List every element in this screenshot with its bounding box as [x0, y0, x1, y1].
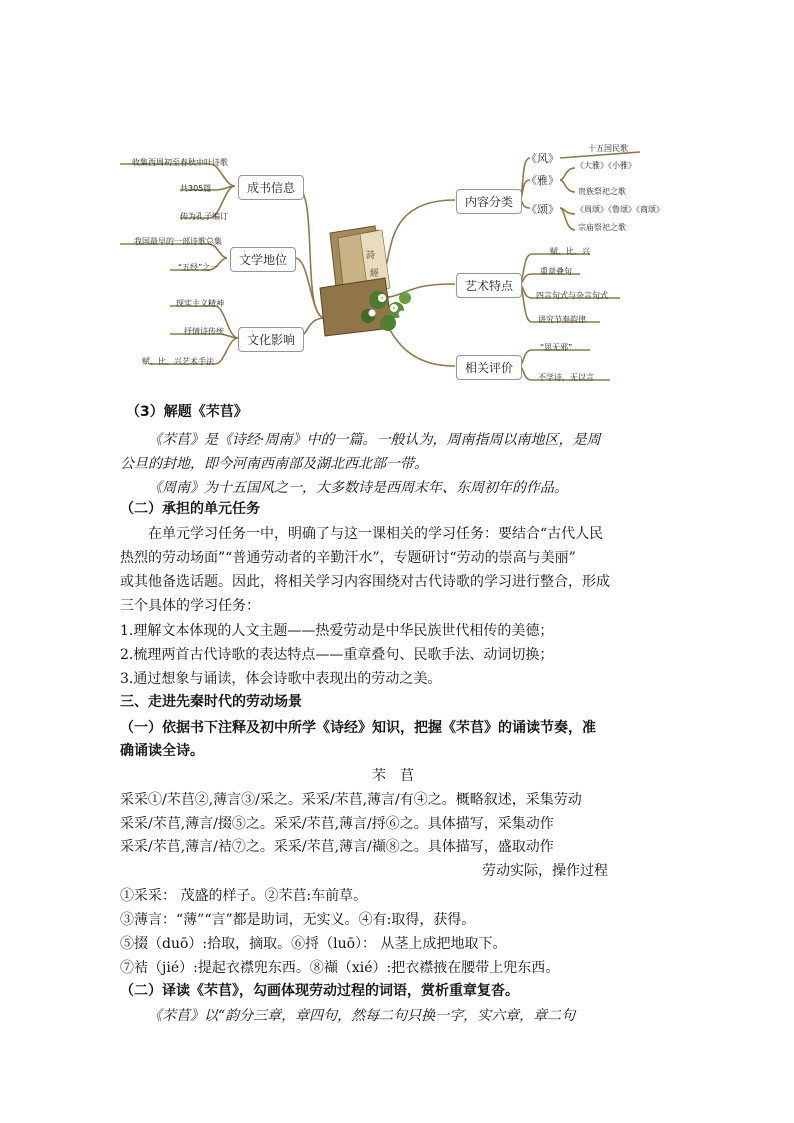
leaf-collection-period: 收集西周初至春秋中叶诗歌 [132, 158, 228, 167]
leaf-ya-detail: 贵族祭祀之歌 [578, 187, 626, 196]
sub-song: 《颂》 [526, 203, 559, 216]
heading-solution: （3）解题《芣苢》 [126, 404, 248, 420]
note-line: ⑦袺（jié）:提起衣襟兜东西。⑧襭（xié）:把衣襟掖在腰带上兜东西。 [120, 960, 560, 976]
node-book-info: 成书信息 [238, 175, 304, 200]
leaf-five-classics: “五经”之一 [178, 263, 219, 272]
sub-feng: 《风》 [526, 152, 559, 165]
paragraph-line: 《芣苢》是《诗经·周南》中的一篇。一般认为，周南指周以南地区，是周 [148, 432, 601, 448]
note-line: ③薄言：“薄”“言”都是助词，无实义。④有:取得，获得。 [120, 912, 476, 928]
svg-text:經: 經 [370, 269, 380, 279]
paragraph-line: 《周南》为十五国风之一，大多数诗是西周末年、东周初年的作品。 [148, 480, 568, 496]
heading-section-three: 三、走进先秦时代的劳动场景 [120, 694, 302, 710]
poem-line: 采采/芣苢,薄言/掇⑤之。采采/芣苢,薄言/捋⑥之。具体描写，采集动作 [120, 816, 554, 832]
connector-leaf [560, 168, 575, 180]
paragraph-line: 公旦的封地，即今河南西南部及湖北西北部一带。 [120, 456, 428, 472]
node-literary-status: 文学地位 [230, 247, 296, 272]
leaf-si-wu-xie: “思无邪” [540, 343, 573, 352]
node-cultural-influence: 文化影响 [238, 327, 304, 352]
connector-book-info [295, 186, 325, 318]
leaf-earliest-collection: 我国最早的一部诗歌总集 [134, 237, 222, 246]
heading-recitation: （一）依据书下注释及初中所学《诗经》知识，把握《芣苢》的诵读节奏，准 [120, 720, 596, 736]
paragraph-line: 在单元学习任务一中，明确了与这一课相关的学习任务：要结合“古代人民 [148, 526, 604, 542]
heading-unit-task: （二）承担的单元任务 [120, 501, 260, 517]
node-evaluation: 相关评价 [456, 355, 522, 380]
poetry-mind-map [120, 138, 680, 388]
paragraph-line: 三个具体的学习任务： [120, 598, 260, 614]
leaf-poem-count: 共305篇 [180, 184, 212, 193]
poem-annotation: 劳动实际，操作过程 [482, 863, 608, 879]
task-item: 3.通过想象与诵读，体会诗歌中表现出的劳动之美。 [120, 671, 442, 687]
node-content-classification: 内容分类 [456, 189, 522, 214]
paragraph-line: 或其他备选话题。因此，将相关学习内容围绕对古代诗歌的学习进行整合，形成 [120, 574, 610, 590]
leaf-song-sub: 《周颂》《鲁颂》《商颂》 [576, 205, 664, 214]
leaf-fu-bi-xing: 赋、比、兴 [550, 247, 590, 256]
heading-translation: （二）译读《芣苢》，勾画体现劳动过程的词语，赏析重章复沓。 [120, 983, 519, 999]
leaf-repetition: 重章叠句 [540, 267, 572, 276]
heading-recitation-cont: 确诵读全诗。 [120, 743, 204, 759]
leaf-song-detail: 宗庙祭祀之歌 [578, 223, 626, 232]
leaf-ya-sub: 《大雅》《小雅》 [576, 161, 636, 170]
connector-leaf [560, 180, 575, 192]
sub-ya: 《雅》 [526, 174, 559, 187]
leaf-realism: 现实主义精神 [176, 299, 224, 308]
task-item: 2.梳理两首古代诗歌的表达特点——重章叠句、民歌手法、动词切换； [120, 647, 554, 663]
paragraph-line: 《芣苢》以“韵分三章，章四句，然每二句只换一字，实六章，章二句 [148, 1008, 576, 1024]
leaf-feng-detail: 十五国民歌 [588, 144, 628, 153]
ancient-book-icon [320, 226, 411, 336]
node-art-features: 艺术特点 [456, 273, 522, 298]
poem-line: 采采/芣苢,薄言/袺⑦之。采采/芣苢,薄言/襭⑧之。具体描写，盛取动作 [120, 839, 554, 855]
poem-title: 芣 苢 [372, 768, 414, 784]
poem-line: 采采①/芣苢②,薄言③/采之。采采/芣苢,薄言/有④之。概略叙述，采集劳动 [120, 792, 582, 808]
leaf-lyric-tradition: 抒情诗传统 [184, 327, 224, 336]
note-line: ①采采： 茂盛的样子。②芣苢:车前草。 [120, 888, 368, 904]
leaf-sentence-pattern: 四言句式与杂言句式 [536, 291, 608, 300]
leaf-rhythm: 讲究节奏韵律 [538, 315, 586, 324]
leaf-compiler: 传为孔子编订 [180, 212, 228, 221]
task-item: 1.理解文本体现的人文主题——热爱劳动是中华民族世代相传的美德； [120, 623, 554, 639]
svg-text:詩: 詩 [366, 251, 376, 261]
note-line: ⑤掇（duō）:拾取，摘取。⑥捋（luō）： 从茎上成把地取下。 [120, 936, 507, 952]
leaf-art-techniques: 赋、比、兴艺术手法 [142, 357, 214, 366]
paragraph-line: 热烈的劳动场面”“普通劳动者的辛勤汗水”，专题研讨“劳动的崇高与美丽” [120, 550, 576, 566]
leaf-bu-xue-shi: 不学诗，无以言 [538, 373, 594, 382]
